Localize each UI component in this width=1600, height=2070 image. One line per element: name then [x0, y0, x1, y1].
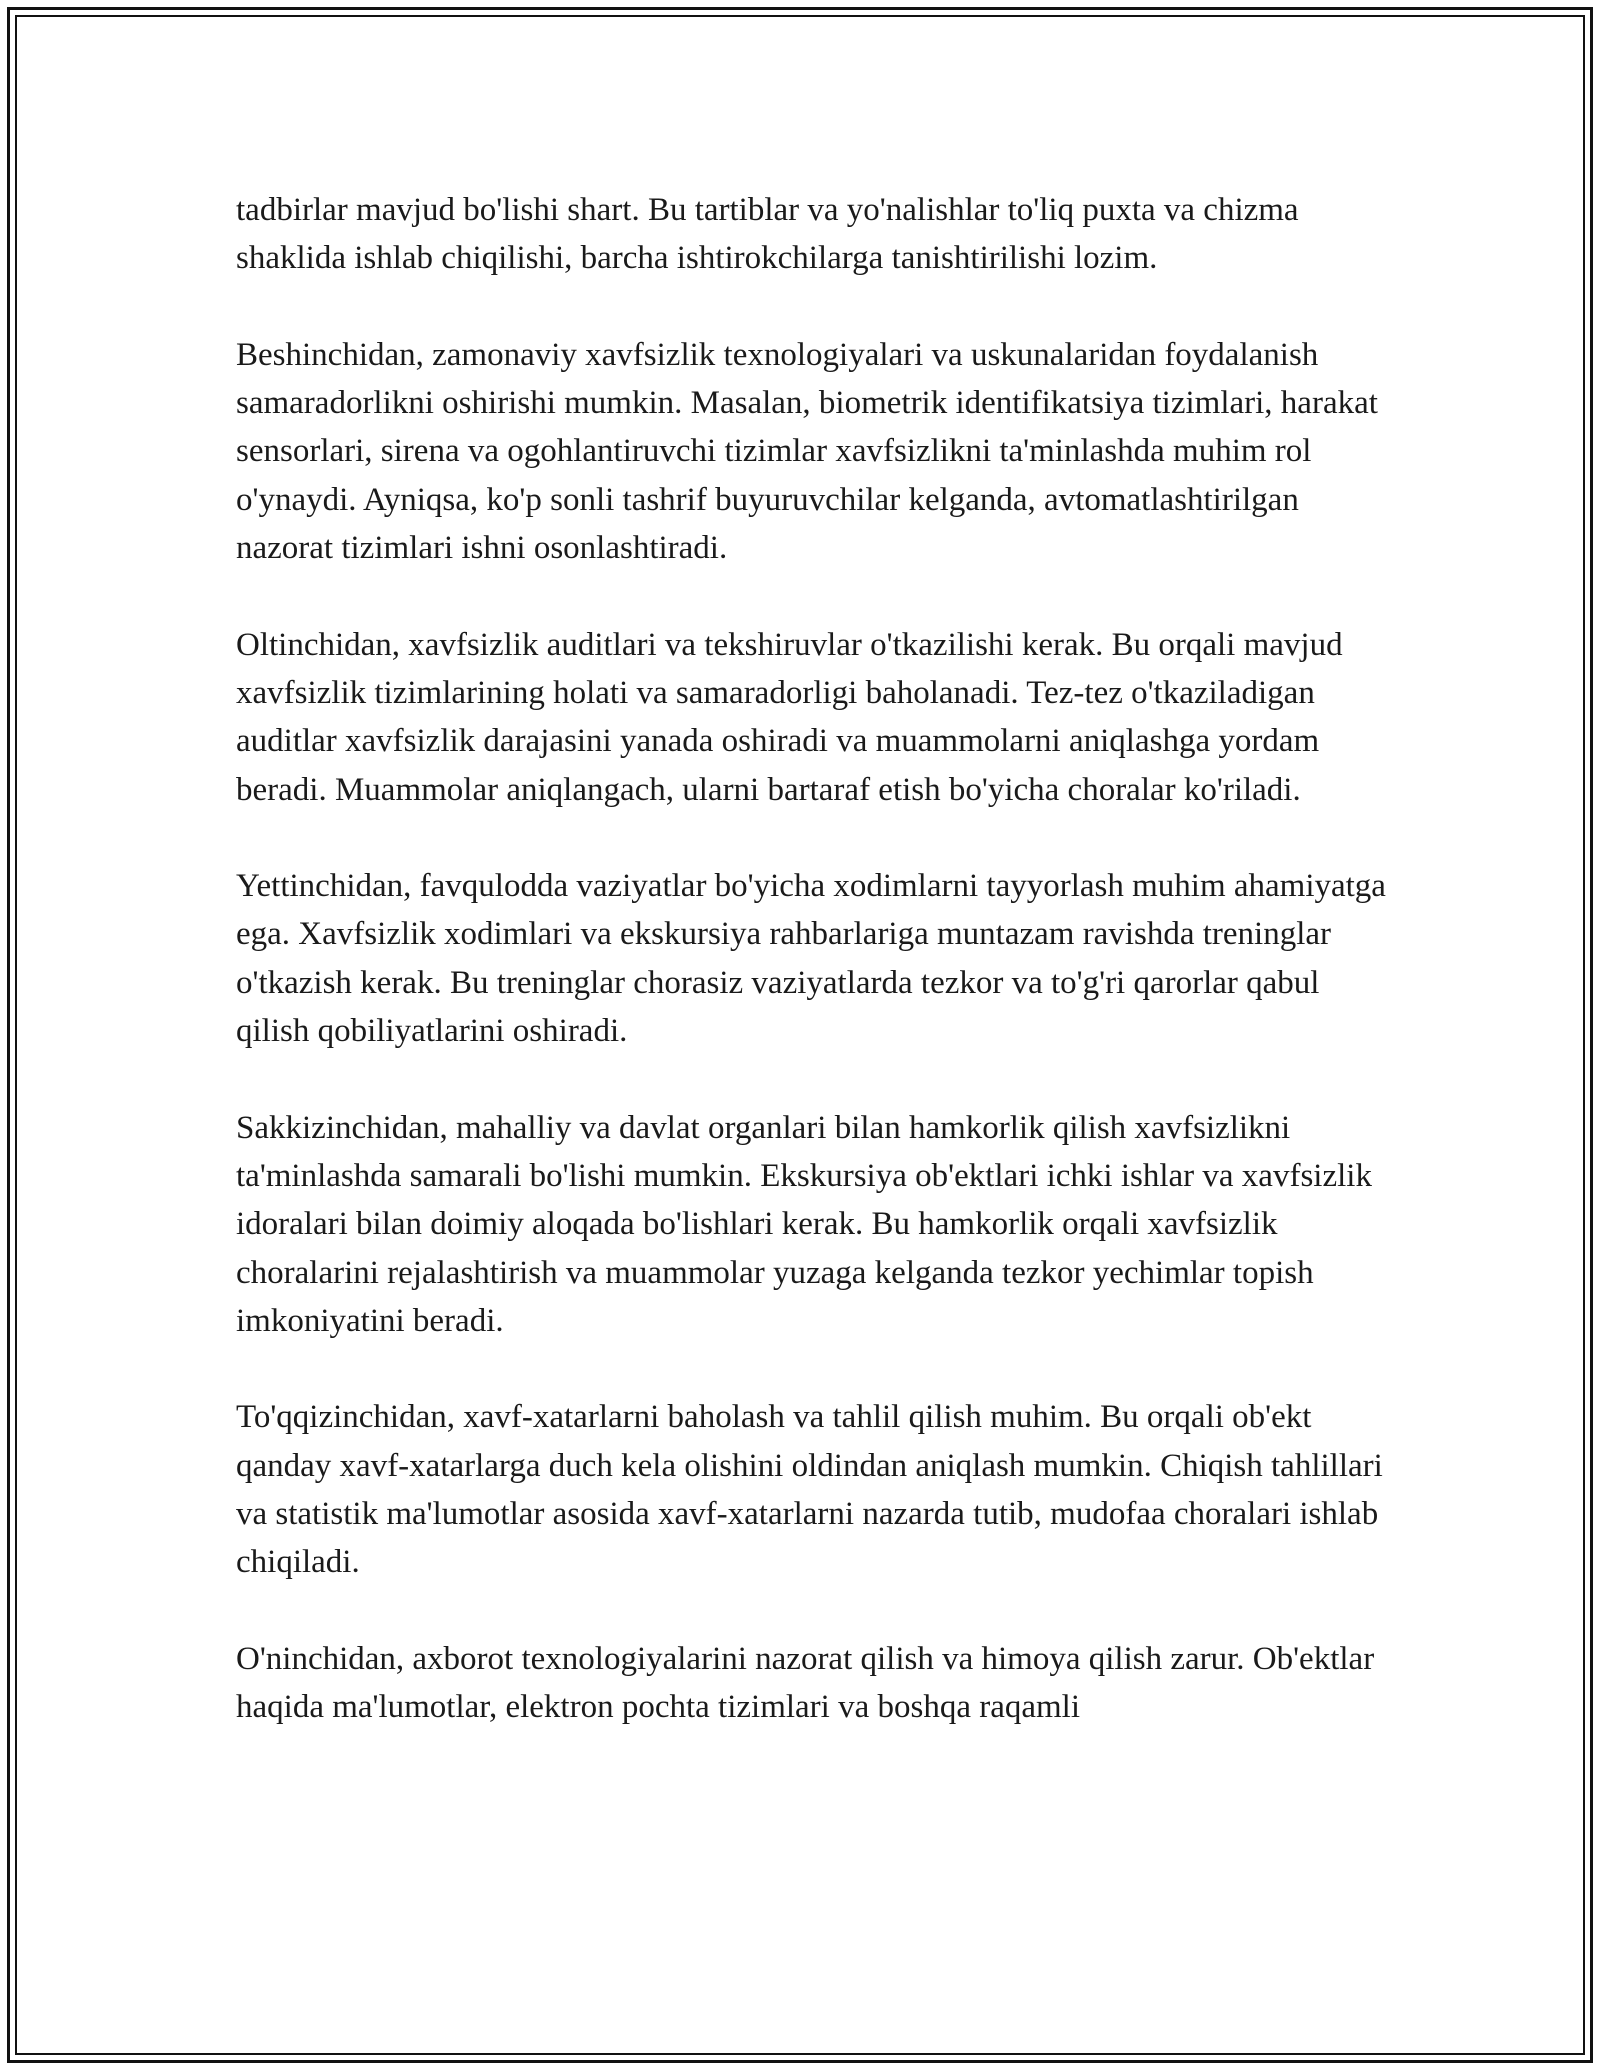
document-body	[236, 186, 1386, 1732]
paragraph-3: Oltinchidan, xavfsizlik auditlari va tekshiruvlar o'tkazilishi kerak. Bu orqali mavjud xavfsizlik tizimlarining holati va samaradorligi baholanadi. Tez-tez o'tkaziladigan auditlar xavfsizlik darajasini yanada oshiradi va muammolarni aniqlashga yordam beradi. Muammolar aniqlangach, ularni bartaraf etish bo'yicha choralar ko'riladi.	[236, 626, 1343, 808]
paragraph-6: To'qqizinchidan, xavf-xatarlarni baholash va tahlil qilish muhim. Bu orqali ob'ekt qanday xavf-xatarlarga duch kela olishini oldindan aniqlash mumkin. Chiqish tahlillari va statistik ma'lumotlar asosida xavf-xatarlarni nazarda tutib, mudofaa choralari ishlab chiqiladi.	[236, 1399, 1383, 1581]
paragraph-2: Beshinchidan, zamonaviy xavfsizlik texnologiyalari va uskunalaridan foydalanish samaradorlikni oshirishi mumkin. Masalan, biometrik identifikatsiya tizimlari, harakat sensorlari, sirena va ogohlantiruvchi tizimlar xavfsizlikni ta'minlashda muhim rol o'ynaydi. Ayniqsa, ko'p sonli tashrif buyuruvchilar kelganda, avtomatlashtirilgan nazorat tizimlari ishni osonlashtiradi.	[236, 336, 1378, 567]
paragraph-4: Yettinchidan, favqulodda vaziyatlar bo'yicha xodimlarni tayyorlash muhim ahamiyatga ega. Xavfsizlik xodimlari va ekskursiya rahbarlariga muntazam ravishda treninglar o'tkazish kerak. Bu treninglar chorasiz vaziyatlarda tezkor va to'g'ri qarorlar qabul qilish qobiliyatlarini oshiradi.	[236, 868, 1386, 1050]
paragraph-5: Sakkizinchidan, mahalliy va davlat organlari bilan hamkorlik qilish xavfsizlikni ta'minlashda samarali bo'lishi mumkin. Ekskursiya ob'ektlari ichki ishlar va xavfsizlik idoralari bilan doimiy aloqada bo'lishlari kerak. Bu hamkorlik orqali xavfsizlik choralarini rejalashtirish va muammolar yuzaga kelganda tezkor yechimlar topish imkoniyatini beradi.	[236, 1109, 1372, 1339]
paragraph-1: tadbirlar mavjud bo'lishi shart. Bu tartiblar va yo'nalishlar to'liq puxta va chizma shaklida ishlab chiqilishi, barcha ishtirokchilarga tanishtirilishi lozim.	[236, 192, 1299, 277]
paragraph-7: O'ninchidan, axborot texnologiyalarini nazorat qilish va himoya qilish zarur. Ob'ektlar haqida ma'lumotlar, elektron pochta tizimlari va boshqa raqamli	[236, 1640, 1375, 1726]
